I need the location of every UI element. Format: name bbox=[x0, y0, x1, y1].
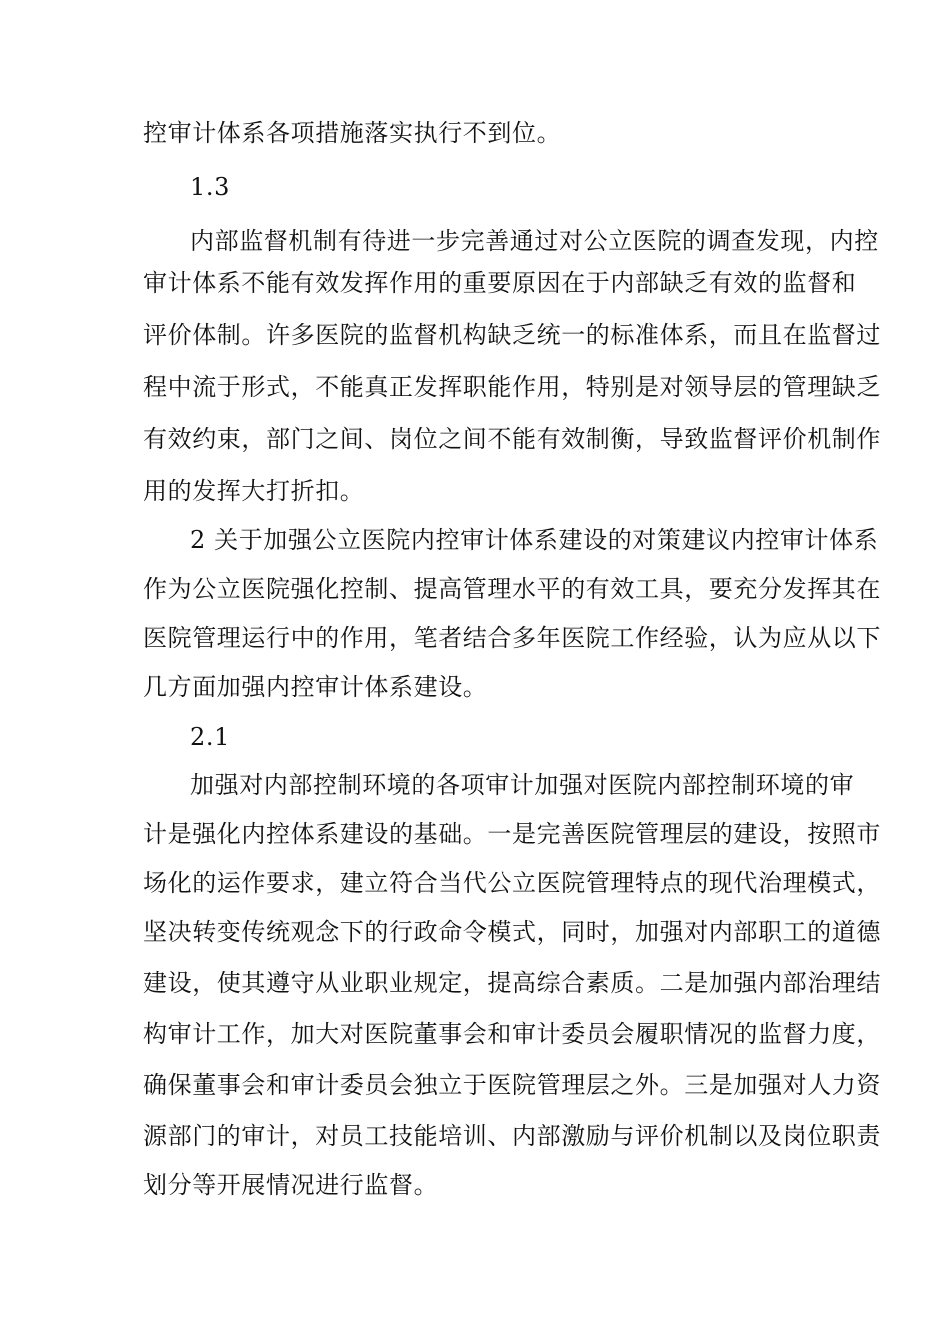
text-line: 2 关于加强公立医院内控审计体系建设的对策建议内控审计体系 bbox=[190, 526, 879, 554]
text-line: 控审计体系各项措施落实执行不到位。 bbox=[143, 119, 562, 147]
text-line: 源部门的审计，对员工技能培训、内部激励与评价机制以及岗位职责 bbox=[143, 1122, 881, 1150]
text-line: 审计体系不能有效发挥作用的重要原因在于内部缺乏有效的监督和 bbox=[143, 269, 857, 297]
text-line: 有效约束，部门之间、岗位之间不能有效制衡，导致监督评价机制作 bbox=[143, 425, 881, 453]
text-line: 构审计工作，加大对医院董事会和审计委员会履职情况的监督力度， bbox=[143, 1020, 881, 1048]
text-line: 几方面加强内控审计体系建设。 bbox=[143, 673, 488, 701]
text-line: 用的发挥大打折扣。 bbox=[143, 477, 365, 505]
text-line: 评价体制。许多医院的监督机构缺乏统一的标准体系，而且在监督过 bbox=[143, 321, 881, 349]
text-line: 加强对内部控制环境的各项审计加强对医院内部控制环境的审 bbox=[190, 771, 855, 799]
text-line: 医院管理运行中的作用，笔者结合多年医院工作经验，认为应从以下 bbox=[143, 624, 881, 652]
text-line: 坚决转变传统观念下的行政命令模式，同时，加强对内部职工的道德 bbox=[143, 918, 881, 946]
section-number: 1.3 bbox=[190, 173, 230, 201]
text-line: 作为公立医院强化控制、提高管理水平的有效工具，要充分发挥其在 bbox=[143, 575, 881, 603]
text-line: 划分等开展情况进行监督。 bbox=[143, 1171, 439, 1199]
text-line: 程中流于形式，不能真正发挥职能作用，特别是对领导层的管理缺乏 bbox=[143, 373, 881, 401]
text-line: 建设，使其遵守从业职业规定，提高综合素质。二是加强内部治理结 bbox=[143, 969, 881, 997]
section-number: 2.1 bbox=[190, 723, 230, 751]
text-line: 内部监督机制有待进一步完善通过对公立医院的调查发现，内控 bbox=[190, 227, 879, 255]
text-line: 计是强化内控体系建设的基础。一是完善医院管理层的建设，按照市 bbox=[143, 820, 881, 848]
text-line: 确保董事会和审计委员会独立于医院管理层之外。三是加强对人力资 bbox=[143, 1071, 881, 1099]
text-line: 场化的运作要求，建立符合当代公立医院管理特点的现代治理模式， bbox=[143, 869, 881, 897]
